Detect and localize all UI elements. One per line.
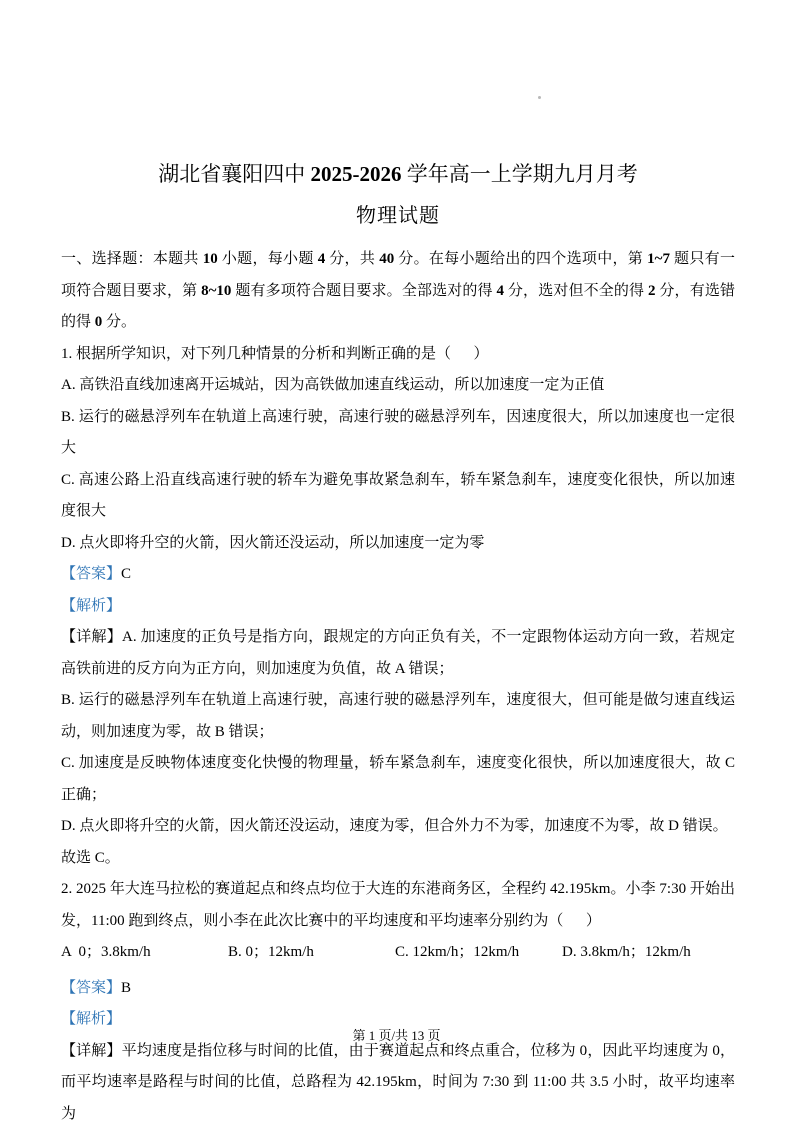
question-1-answer-line [61,559,735,591]
page-footer [0,1028,793,1044]
question-2-detail-paragraph: 【详解】平均速度是指位移与时间的比值，由于赛道起点和终点重合，位移为 0，因此平均速度为 0，而平均速率是路程与时间的比值，总路程为 42.195km，时间为 7:30 到 11:00 共 3.5 小时，故平均速率为 [61,1042,735,1122]
analysis-label: 【解析】 [61,597,122,614]
question-1-option-d: D. 点火即将升空的火箭，因火箭还没运动，所以加速度一定为零 [61,534,485,551]
document-title [61,158,735,190]
question-1-detail-conclusion: 故选 C。 [61,849,120,866]
instructions-run: 一、选择题：本题共 [61,251,203,267]
instructions-run: 4 [317,251,326,267]
instructions-run: 小题，每小题 [217,251,318,267]
answer-value: C [121,566,132,582]
title-year: 2025-2026 [310,162,402,186]
question-2-stem: 2. 2025 年大连马拉松的赛道起点和终点均位于大连的东港商务区，全程约 42.195km。小李 7:30 开始出发，11:00 跑到终点，则小李在此次比赛中的平均速度和平均速率分别约为（ ） [61,881,735,929]
question-2-answer-line [61,973,735,1005]
instructions-run: 分，选对但不全的得 [504,282,649,299]
question-2-option-a: A 0；3.8km/h [61,944,151,960]
question-1-analysis-label [61,591,735,623]
instructions-run: 题只有一项符合题目要求，第 [61,251,735,299]
analysis-label: 【解析】 [61,1011,122,1027]
question-2-option-b: B. 0；12km/h [228,944,314,960]
instructions-run: 4 [496,282,505,299]
title-part2: 学年高一上学期九月月考 [401,162,638,186]
instructions-run: 分，有选错的得 [61,282,735,330]
question-1-detail-paragraph: D. 点火即将升空的火箭，因火箭还没运动，速度为零，但合外力不为零，加速度不为零，故 D 错误。 [61,818,728,834]
title-part1: 湖北省襄阳四中 [158,162,311,186]
question-2-options-row [61,937,735,969]
question-1-detail-paragraph: 【详解】A. 加速度的正负号是指方向，跟规定的方向正负有关，不一定跟物体运动方向一致，若规定高铁前进的反方向为正方向，则加速度为负值，故 A 错误； [61,629,735,677]
instructions-run: 分。在每小题给出的四个选项中，第 [394,251,648,267]
section-instructions [61,244,735,339]
question-1-detail-paragraph: B. 运行的磁悬浮列车在轨道上高速行驶，高速行驶的磁悬浮列车，速度很大，但可能是做匀速直线运动，则加速度为零，故 B 错误； [61,692,735,740]
answer-label: 【答案】 [61,979,122,996]
scan-artifact-dot [538,96,541,99]
instructions-run: 分。 [102,314,137,330]
question-2-option-d: D. 3.8km/h；12km/h [562,944,691,960]
instructions-run: 2 [648,282,656,299]
answer-label: 【答案】 [61,566,122,582]
page-number-text: 第 1 页/共 13 页 [352,1028,441,1043]
instructions-run: 8~10 [201,282,232,299]
question-1-detail-paragraph: C. 加速度是反映物体速度变化快慢的物理量，轿车紧急刹车，速度变化很快，所以加速度很大，故 C 正确； [61,755,739,803]
instructions-run: 40 [379,251,395,267]
instructions-run: 10 [202,251,218,267]
document-content [61,158,739,1122]
question-2 [61,874,735,1122]
question-1-option-c: C. 高速公路上沿直线高速行驶的轿车为避免事故紧急刹车，轿车紧急刹车，速度变化很快，所以加速度很大 [61,471,735,519]
question-2-option-c: C. 12km/h；12km/h [395,944,520,960]
document-subtitle: 物理试题 [356,205,440,227]
question-1-stem: 1. 根据所学知识，对下列几种情景的分析和判断正确的是（ ） [61,345,489,362]
instructions-run: 1~7 [647,251,670,267]
question-1-option-a: A. 高铁沿直线加速离开运城站，因为高铁做加速直线运动，所以加速度一定为正值 [61,377,605,393]
instructions-run: 题有多项符合题目要求。全部选对的得 [231,282,497,299]
instructions-run: 0 [94,314,103,330]
question-1 [61,339,739,875]
question-1-option-b: B. 运行的磁悬浮列车在轨道上高速行驶，高速行驶的磁悬浮列车，因速度很大，所以加速度也一定很大 [61,408,735,456]
instructions-run: 分，共 [325,251,380,267]
answer-value: B [121,979,132,996]
